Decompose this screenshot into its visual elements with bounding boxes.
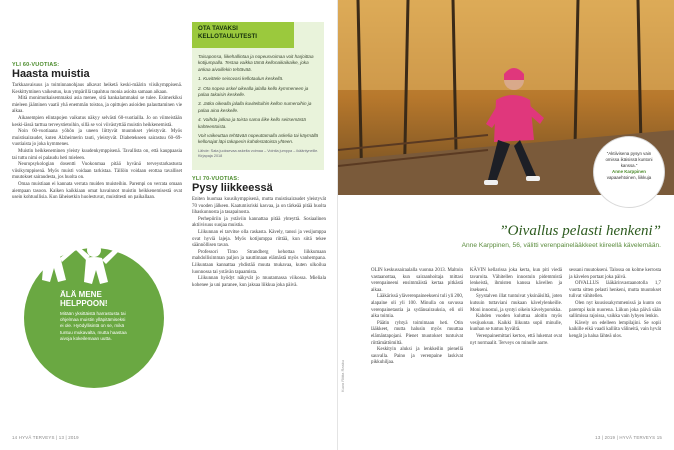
- quote-circle: [594, 137, 664, 207]
- article-haasta-muistia: [12, 62, 182, 202]
- article2-para: Liikunnan hyödyt näkyvät jo muutamassa viikossa. Mieliala kohenee ja uni paranee, kun jaksaa liikkua joka päivä.: [192, 276, 326, 288]
- article-para: KÄVIN kellarissa joka kerta, kun piti viedä tavaroita. Vähitellen innostuin pidemmistä lenkeistä, ihmisten kanssa kävellen ja itsekseni.: [470, 268, 562, 293]
- tip-circle-text: [60, 290, 130, 342]
- clock-test-step: 1. Kuvittele seisovasi kellotaulun keskellä.: [198, 76, 284, 82]
- article1-para: Tarkkaavaisuus ja toiminnanohjaus alkavat heiketä keski-määrin viisikymppisenä. Keskittyminen vaikeutuu, kun ympärillä tapahtuu monia asioita samaan aikaan.: [12, 83, 182, 95]
- article-para: Kahden vuoden kuluttua aloitin myös vesijuoksun. Kaikki liikunta sopii minulle, kunhan se tuntuu hyvältä.: [470, 314, 562, 333]
- article2-kicker: YLI 70-VUOTIAS:: [192, 176, 240, 182]
- article-para: Päätin ryhtyä toimimaan heti. Otin lääkkeet, mutta halusin myös muuttaa elämäntapojani. Pienet muutokset tuntuivat riittämättömiltä.: [371, 320, 463, 346]
- article-pysy-liikkeessa: [192, 176, 326, 289]
- article1-para: Omaa muistiaan ei kannata verrata muiden muisteihin. Parempi on verrata omaan aiempaan tasoon. Kaiken kaikkiaan omat havainnot muistin heikkenemisestä ovat usein kohtuullisia. Kun läheisetkin huolestuvat, muistitesti on paikallaan.: [12, 181, 182, 201]
- quote-role: vapaaehtoinen, liikkuja: [606, 175, 652, 180]
- article1-para: Muistin heikkeneminen yleisty kuudenkymppisenä. Tavallista on, että kauppaasia tai tuttu nimi ei palaudu heti mieleen.: [12, 148, 182, 161]
- article2-para: Perhepiiriin ja ystäviin kannattaa pitää yhteyttä. Sosiaalinen aktiivisuus suojaa muistia.: [192, 216, 326, 229]
- quote-lead: ”Aktiivisena pysyn vain omissa ikäisissä kuntoni kanssa.”: [605, 151, 653, 168]
- article-para: Syystalven illat tuntuivat yksinäisiltä, joten kutsuin tuttaviani mukaan kävelylenkeille. Moni innostui, ja syntyi oikein kävelyporukka.: [470, 294, 562, 313]
- article2-para: Professori Timo Strandberg kehottaa liikkumaan mahdollisimman paljon ja nauttimaan elämästä myös vanhempana. Liikuntaan kannattaa yhdistää muuta mukavaa, kuten ulkoilua luonnossa tai ystävän tapaamista.: [192, 249, 326, 275]
- article2-para: Liikunnan ei tarvitse olla raskasta. Kävely, tanssi ja vesijumppa ovat hyviä lajeja. Myös kotijumppa riittää, kun siitä tekee säännöllisen tavan.: [192, 229, 326, 249]
- clock-test-step: 2. Ota nopea askel oikealla jalalla kello kymmeneen ja palaa takaisin keskelle.: [198, 85, 309, 98]
- clock-test-step: 3. Jatka oikealla jalalla kuviteltuihin kellon numeroihin ja palaa aina keskelle.: [198, 101, 312, 113]
- article-para: OLIN keskussairaalalla vuonna 2013. Maltoin vastaanottaa, kun sairaanhoitaja mittasi verenpaineeni ensimmäistä kertaa pitkästä aikaa.: [371, 268, 463, 293]
- clock-test-title: OTA TAVAKSI KELLOTAULUTESTI: [192, 22, 294, 48]
- people-silhouette-icon: [22, 236, 132, 298]
- quote-name: Anne Karppinen: [612, 169, 646, 174]
- article2-para: Eniten huomaa kuusikymppisenä, mutta muistisairaudet yleistyvät 70 vuoden jälkeen. Kaatumisriski kasvaa, ja on tärkeää pitää huolta lihaskunnosta ja tasapainosta.: [192, 197, 326, 216]
- article-para: Keskityin aluksi ja lenkkeilin pienellä sauvalla. Paino ja verenpaine laskivat pikkuhiljaa.: [371, 347, 463, 366]
- article1-para: Neuropsykologian dosentti Vuokonmaa pitää hyvänä terveystarkastusta viisikymppisenä. Myös muisti voidaan tarkistaa. Tällöin voidaan erottaa tavalliset muutokset sairaudesta, jos huolta on.: [12, 162, 182, 181]
- article1-title: Haasta muistia: [12, 68, 90, 80]
- clock-test-outro: Voit vaikeuttaa tehtävää nopeuttamalla askelia tai käymällä kellonajat läpi takaperin kahdestatoista yhteen.: [198, 133, 319, 145]
- left-footer: 14 HYVÄ TERVEYS | 13 | 2019: [12, 435, 79, 440]
- article1-para: Noin 60-vuotiaana yöhön ja uneen liittyvät muutokset yleistyvät. Myös muistisairaudet, kuten Alzheimerin tauti, yleistyvät. Diabetekseen sairastuu 60–69-vuotiaista jo joka kymmenes.: [12, 129, 182, 148]
- article1-para: Aikasempien elintapojen vaikutus näkyy selvästi 60-vuotiailla. Jo on viimeistään keski-iässä tarttua terveystietoihin, sillä se voi viivästyttää muistin heikkenemistä.: [12, 115, 182, 128]
- article1-body: [12, 83, 182, 202]
- clock-test-body: [198, 54, 320, 162]
- article-para: sessani muutokseni. Talossa on kolme kerrosta ja kävelen portaat joka päivä.: [569, 268, 661, 280]
- photo-credit: Kuva Riitta Rasku: [340, 360, 345, 392]
- article-para: Verenpainemittari kertoo, että lukemat ovat nyt normaalit. Terveys on minulle aarre.: [470, 333, 562, 346]
- article-column-2: [470, 268, 562, 347]
- article2-title: Pysy liikkeessä: [192, 182, 273, 194]
- clock-test-source: Lähde: Sata juoksevaa askelta voimaa – Vointia jumppa – ikääntyneille. Kirjapaja 2018: [198, 148, 319, 158]
- article-column-1: [371, 268, 463, 367]
- article-para: Lääkärissä yläverenpaineekseni tuli yli 200, alapaine oli yli 100. Minulla on suvussa verenpainetautia ja sydänsairauksia, eli oli aika toimia.: [371, 294, 463, 320]
- article-title: ”Oivallus pelasti henkeni”: [499, 223, 661, 239]
- article-para: Kävely on edelleen lempilajini. Se sopii kaikille eikä vaadi kalliita välineitä, vain hyvät kengät ja halua lähteä ulos.: [569, 320, 661, 339]
- article-column-3: [569, 268, 661, 341]
- article1-kicker: YLI 60-VUOTIAS:: [12, 62, 60, 68]
- article-para: Olen nyt kuusissakymmenissä ja kunto on parempi kuin nuorena. Liikun joka päivä sään sallimissa rajoissa, vaikka vain lyhyen lenkin.: [569, 300, 661, 320]
- clock-test-box: [192, 22, 324, 170]
- article2-body: [192, 197, 326, 289]
- clock-test-step: 4. Vaihda jalkaa ja toista sama liike kello seitsemästä kahteentoista.: [198, 117, 306, 129]
- tip-title: ÄLÄ MENE HELPPOON!: [60, 290, 108, 308]
- article1-para: Mitä monimutkaisemmaksi asia menee, sitä hankalammaksi se tulee. Esimerkiksi mieleen jääminen vaatii yhä enemmän toistoa, ja opittujen asioiden palauttaminen vie aikaa.: [12, 96, 182, 115]
- article-deck: Anne Karppinen, 56, välitti verenpainelääkkeet kiireellä kävelemään.: [461, 242, 661, 249]
- tip-body: Mitään yksittäistä harrastusta tai ohjelmaa muistin ylläpitämiseksi ei ole. Hyödyllisintä on se, mikä tuntuu mukavalta, mutta haastaa aivoja kokeilemaan uutta.: [60, 311, 127, 341]
- article-para: OIVALLUS lääkärinvastaanotolla 1,7 vuotta sitten pelasti henkeni, mutta muutokset tulivat vähitellen.: [569, 281, 661, 300]
- right-footer: 13 | 2019 | HYVÄ TERVEYS 15: [595, 435, 662, 440]
- quote-text: [600, 151, 658, 181]
- right-page: [337, 0, 674, 450]
- clock-test-intro: Taisaponsa, liikehallintaa ja nopeusvoimaa voit harjoittaa kotijumpalla. Testaa vaikka tämä kellonaikaikaike, joka ankaa aivoillekin tehtävää.: [198, 54, 314, 72]
